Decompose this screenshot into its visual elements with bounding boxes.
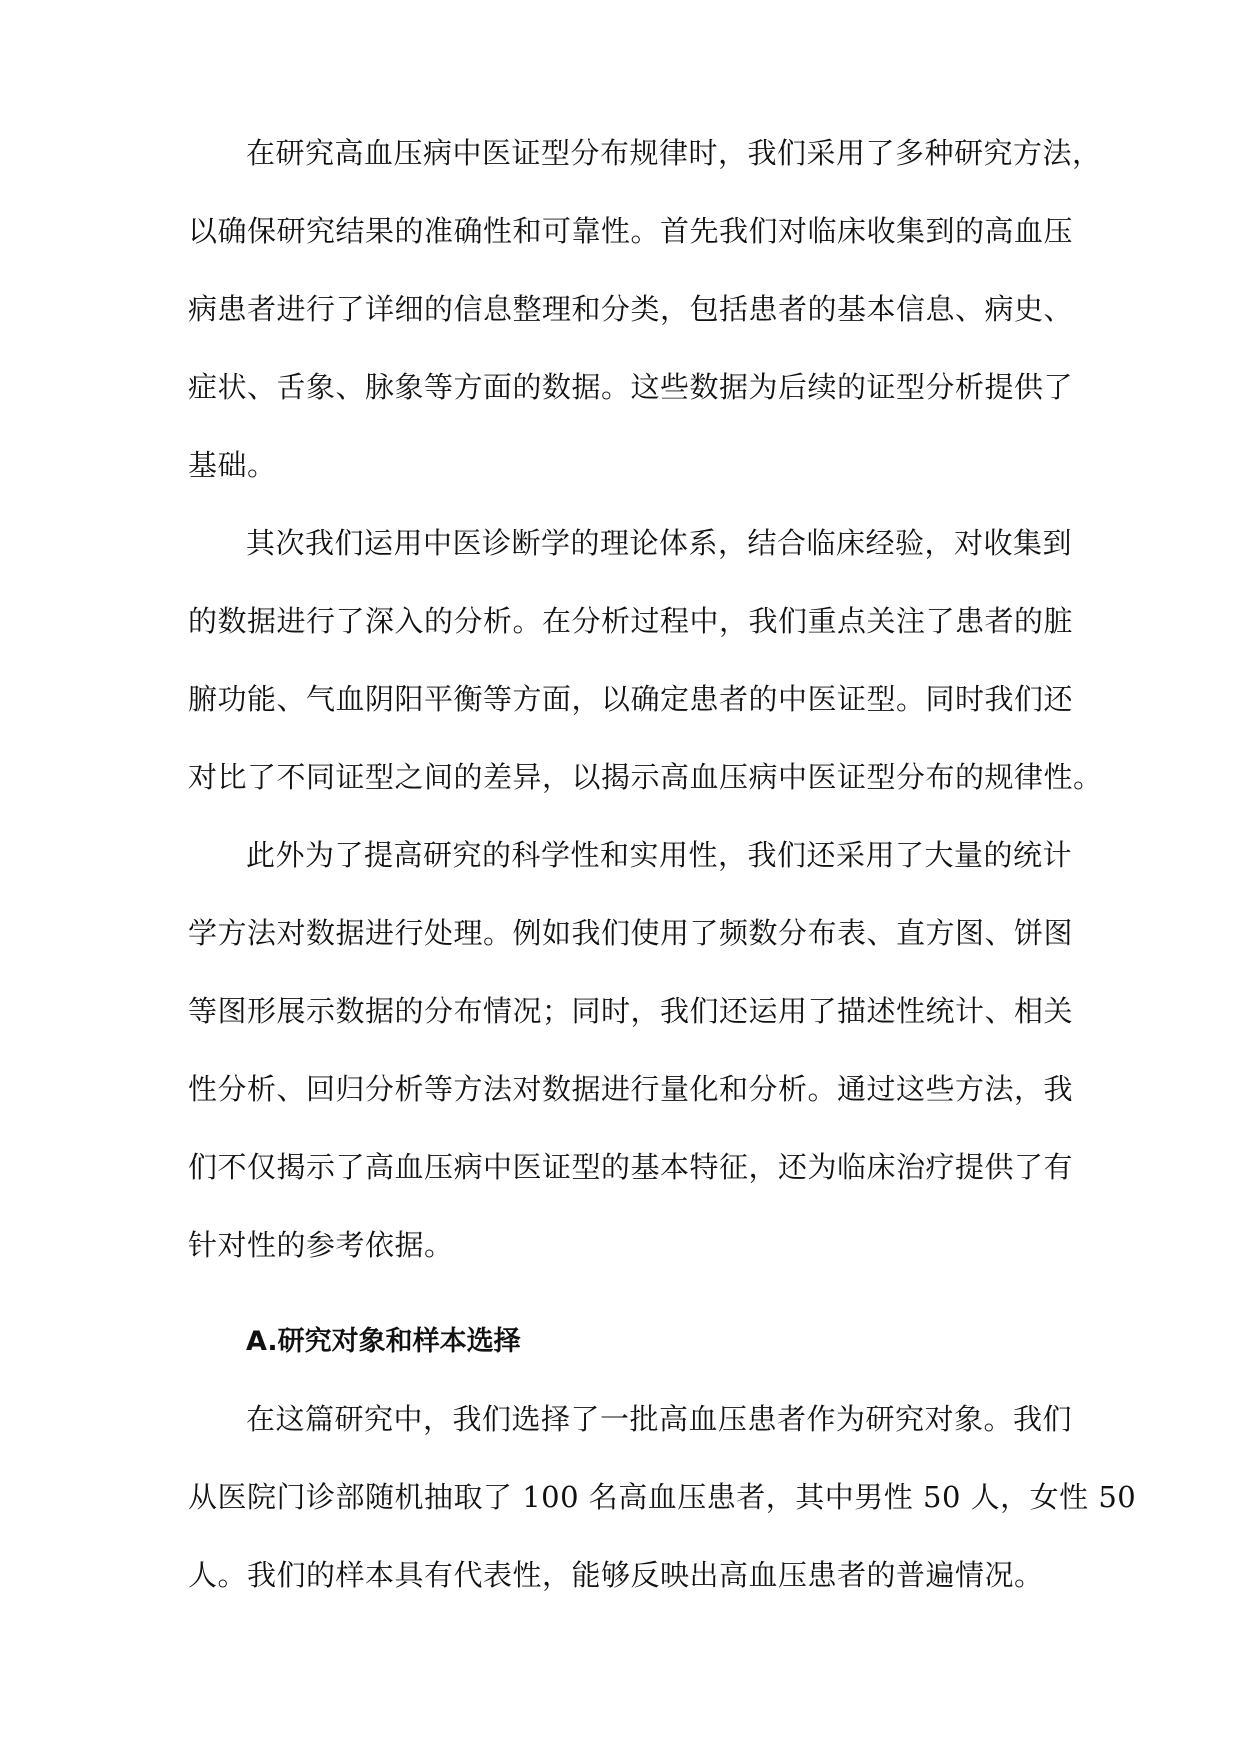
paragraph-1-line-4: 症状、舌象、脉象等方面的数据。这些数据为后续的证型分析提供了 <box>188 370 1074 404</box>
paragraph-2-line-3: 腑功能、气血阴阳平衡等方面，以确定患者的中医证型。同时我们还 <box>188 682 1074 716</box>
paragraph-1-line-3: 病患者进行了详细的信息整理和分类，包括患者的基本信息、病史、 <box>188 292 1074 326</box>
section-paragraph-line-3: 人。我们的样本具有代表性，能够反映出高血压患者的普遍情况。 <box>188 1558 1044 1592</box>
paragraph-1-line-1: 在研究高血压病中医证型分布规律时，我们采用了多种研究方法， <box>246 136 1102 170</box>
paragraph-2-line-4: 对比了不同证型之间的差异，以揭示高血压病中医证型分布的规律性。 <box>188 760 1103 794</box>
paragraph-3-line-2: 学方法对数据进行处理。例如我们使用了频数分布表、直方图、饼图 <box>188 916 1074 950</box>
paragraph-3-line-3: 等图形展示数据的分布情况；同时，我们还运用了描述性统计、相关 <box>188 994 1074 1028</box>
paragraph-1-line-5: 基础。 <box>188 448 277 482</box>
paragraph-3-line-6: 针对性的参考依据。 <box>188 1228 454 1262</box>
paragraph-3-line-4: 性分析、回归分析等方法对数据进行量化和分析。通过这些方法，我 <box>188 1072 1074 1106</box>
section-paragraph-line-1: 在这篇研究中，我们选择了一批高血压患者作为研究对象。我们 <box>246 1402 1073 1436</box>
paragraph-2-line-1: 其次我们运用中医诊断学的理论体系，结合临床经验，对收集到 <box>246 526 1073 560</box>
paragraph-3-line-1: 此外为了提高研究的科学性和实用性，我们还采用了大量的统计 <box>246 838 1073 872</box>
paragraph-2-line-2: 的数据进行了深入的分析。在分析过程中，我们重点关注了患者的脏 <box>188 604 1074 638</box>
paragraph-1-line-2: 以确保研究结果的准确性和可靠性。首先我们对临床收集到的高血压 <box>188 214 1074 248</box>
paragraph-3-line-5: 们不仅揭示了高血压病中医证型的基本特征，还为临床治疗提供了有 <box>188 1150 1074 1184</box>
section-heading: A.研究对象和样本选择 <box>246 1326 521 1357</box>
section-paragraph-line-2: 从医院门诊部随机抽取了 100 名高血压患者，其中男性 50 人，女性 50 <box>188 1480 1137 1514</box>
